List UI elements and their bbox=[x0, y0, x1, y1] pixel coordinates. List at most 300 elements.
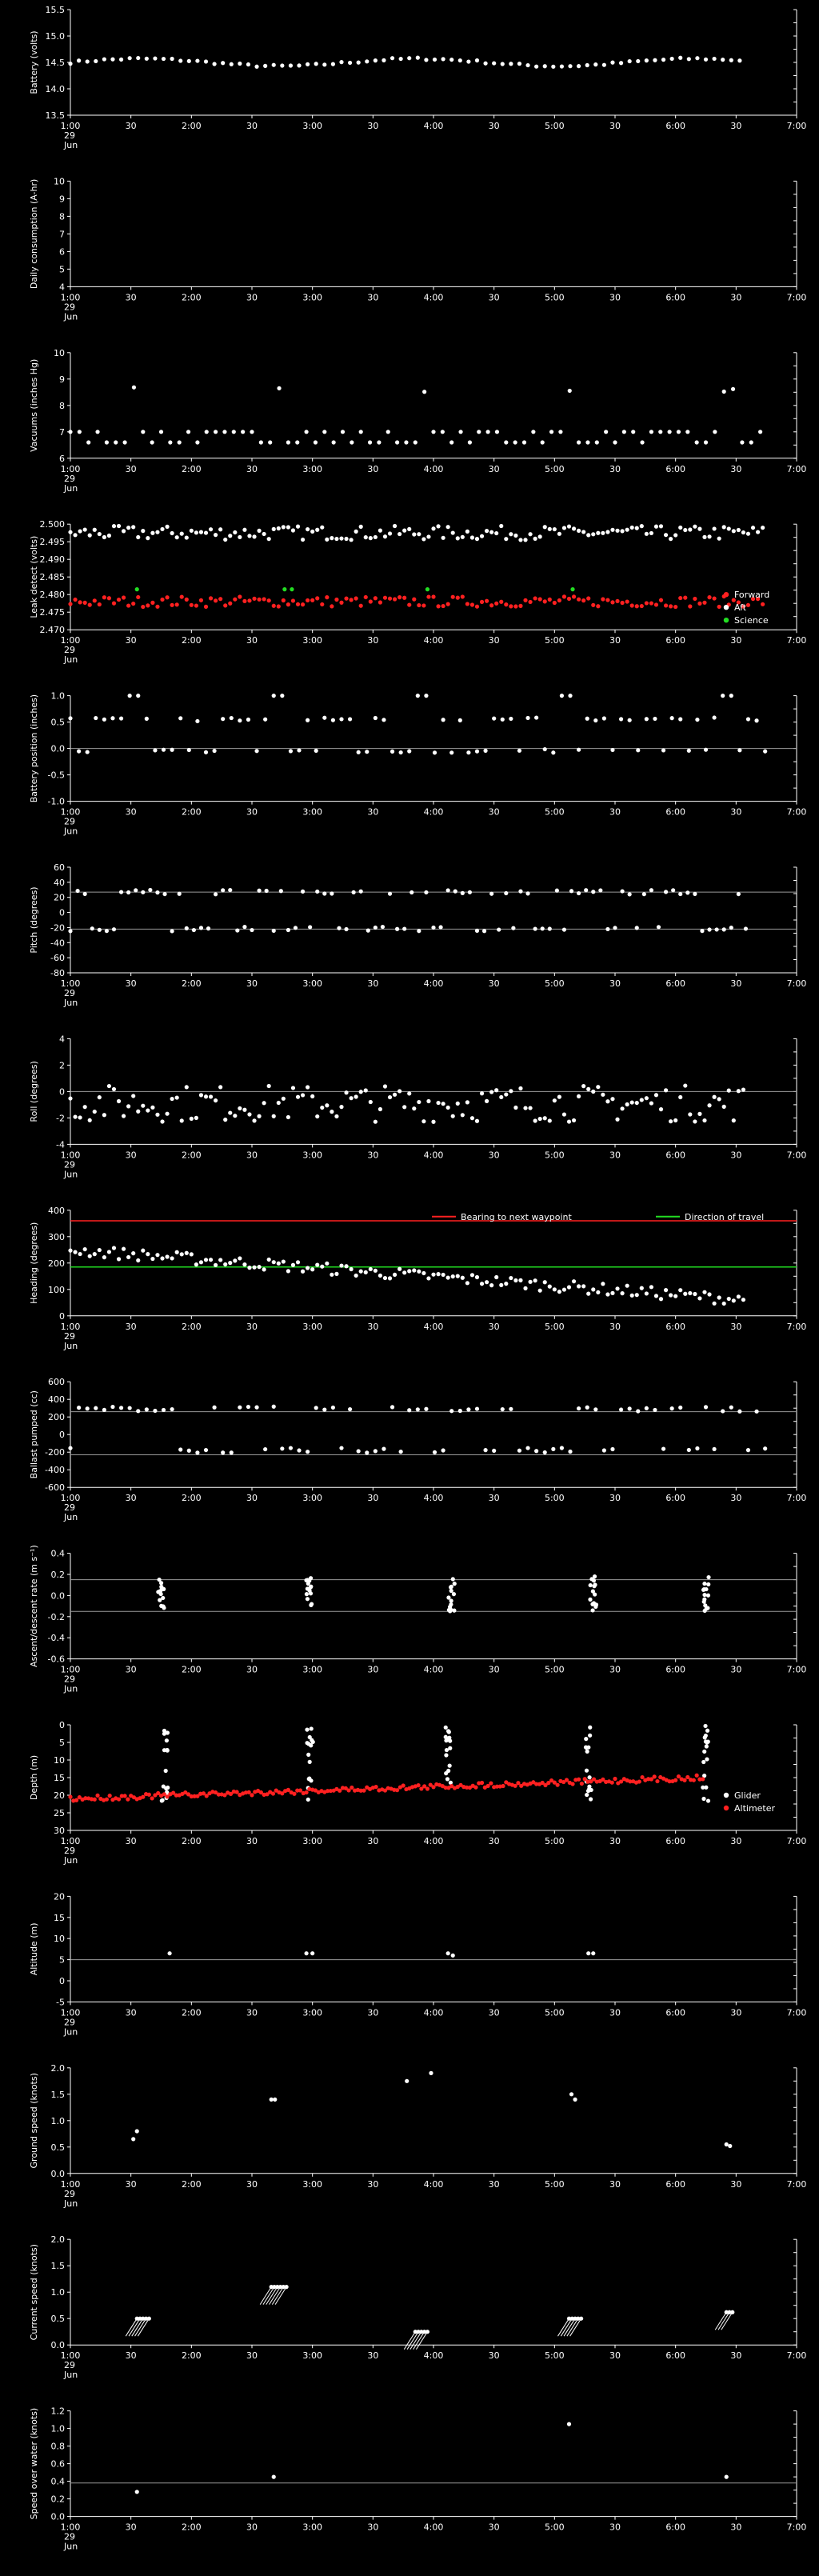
data-point bbox=[572, 1279, 576, 1283]
data-point bbox=[567, 1119, 571, 1123]
data-point bbox=[581, 1084, 585, 1088]
data-point bbox=[704, 440, 708, 444]
x-tick-label: 3:00 bbox=[302, 2178, 323, 2190]
data-point bbox=[117, 598, 121, 602]
data-point bbox=[444, 1771, 448, 1775]
data-point bbox=[228, 534, 232, 538]
data-point bbox=[68, 530, 72, 534]
data-point bbox=[107, 1250, 111, 1254]
data-point bbox=[640, 1286, 644, 1290]
data-point bbox=[475, 1119, 479, 1123]
data-point bbox=[150, 1796, 154, 1800]
data-point bbox=[330, 604, 334, 608]
panel-depth bbox=[29, 1720, 806, 1866]
data-point bbox=[272, 929, 276, 933]
data-point bbox=[534, 715, 538, 719]
data-point bbox=[619, 61, 623, 65]
y-tick-label: 1.5 bbox=[50, 2089, 65, 2100]
data-point bbox=[166, 1749, 170, 1753]
data-point bbox=[601, 1093, 605, 1097]
data-point bbox=[673, 1778, 677, 1782]
y-tick-label: -4 bbox=[56, 1139, 65, 1150]
data-point bbox=[107, 534, 111, 538]
x-tick-label: 5:00 bbox=[544, 1321, 565, 1332]
current-vector bbox=[416, 2332, 427, 2350]
data-point bbox=[602, 63, 606, 67]
data-point bbox=[175, 602, 179, 606]
data-point bbox=[223, 1118, 227, 1122]
y-axis-label: Ballast pumped (cc) bbox=[29, 1390, 39, 1479]
data-point bbox=[407, 1408, 411, 1412]
x-tick-label: 30 bbox=[488, 1493, 500, 1504]
data-point bbox=[280, 694, 284, 698]
data-point bbox=[117, 1099, 121, 1103]
x-tick-label: 5:00 bbox=[544, 978, 565, 989]
data-point bbox=[296, 1260, 300, 1264]
data-point bbox=[209, 527, 213, 531]
y-tick-label: 14.5 bbox=[45, 58, 65, 68]
x-tick-label: 2:00 bbox=[181, 2522, 202, 2533]
data-point bbox=[416, 56, 420, 60]
data-point bbox=[538, 1289, 542, 1293]
data-point bbox=[470, 1116, 474, 1120]
data-point bbox=[543, 1280, 547, 1284]
data-point bbox=[310, 1094, 314, 1098]
data-point bbox=[364, 1270, 368, 1274]
x-date-month: Jun bbox=[64, 826, 78, 837]
data-point bbox=[306, 62, 310, 66]
data-point bbox=[162, 892, 166, 896]
data-point bbox=[161, 1798, 165, 1802]
data-point bbox=[605, 927, 609, 931]
data-point bbox=[436, 524, 440, 528]
data-point bbox=[697, 1296, 701, 1300]
x-tick-label: 30 bbox=[609, 463, 621, 474]
data-point bbox=[306, 1450, 310, 1454]
data-point bbox=[286, 602, 290, 606]
data-point bbox=[715, 927, 719, 931]
data-point bbox=[102, 718, 106, 722]
x-date-month: Jun bbox=[64, 140, 78, 150]
x-tick-label: 30 bbox=[730, 2007, 742, 2018]
y-tick-label: 9 bbox=[59, 374, 65, 385]
data-point bbox=[145, 57, 149, 61]
data-point bbox=[398, 595, 402, 599]
data-point bbox=[297, 1448, 301, 1452]
data-point bbox=[73, 1250, 77, 1254]
data-point bbox=[456, 596, 460, 600]
y-tick-label: 10 bbox=[54, 1755, 65, 1766]
data-point bbox=[701, 1786, 705, 1790]
x-tick-label: 30 bbox=[730, 292, 742, 303]
data-point bbox=[214, 1263, 218, 1267]
data-point bbox=[659, 598, 663, 602]
data-point bbox=[628, 1406, 632, 1410]
data-point bbox=[272, 1260, 276, 1264]
x-tick-label: 2:00 bbox=[181, 1836, 202, 1846]
data-point bbox=[517, 749, 521, 753]
data-point bbox=[489, 603, 493, 607]
data-point bbox=[431, 926, 435, 930]
data-point bbox=[543, 747, 547, 751]
x-tick-label: 7:00 bbox=[786, 978, 807, 989]
data-point bbox=[119, 58, 123, 62]
y-axis-label: Battery (volts) bbox=[29, 30, 39, 94]
data-point bbox=[731, 387, 735, 391]
data-point bbox=[489, 1781, 493, 1785]
data-point bbox=[585, 1793, 589, 1797]
data-point bbox=[492, 1449, 496, 1453]
data-point bbox=[190, 1252, 194, 1256]
data-point bbox=[533, 1278, 537, 1282]
x-tick-label: 30 bbox=[367, 806, 379, 818]
data-point bbox=[233, 598, 237, 602]
data-point bbox=[729, 694, 733, 698]
data-point bbox=[458, 430, 462, 434]
data-point bbox=[254, 65, 258, 69]
y-tick-label: 0 bbox=[59, 1310, 65, 1322]
data-point bbox=[591, 532, 595, 536]
data-point bbox=[301, 602, 305, 606]
data-point bbox=[613, 1777, 617, 1781]
data-point bbox=[119, 1406, 123, 1410]
x-tick-label: 7:00 bbox=[786, 121, 807, 131]
data-point bbox=[398, 532, 402, 536]
data-point bbox=[309, 1778, 313, 1782]
data-point bbox=[221, 61, 225, 65]
data-point bbox=[339, 717, 343, 721]
data-point bbox=[528, 1106, 532, 1110]
data-point bbox=[354, 1094, 358, 1098]
panel-roll bbox=[29, 1034, 806, 1179]
current-vector bbox=[557, 2318, 569, 2336]
x-tick-label: 2:00 bbox=[181, 2350, 202, 2362]
panel-groundspeed bbox=[29, 2063, 806, 2209]
data-point bbox=[77, 749, 81, 753]
data-point bbox=[365, 59, 369, 63]
data-point bbox=[619, 717, 623, 721]
x-date-month: Jun bbox=[64, 2541, 78, 2552]
data-point bbox=[452, 1592, 456, 1596]
x-tick-label: 1:00 bbox=[60, 2522, 81, 2533]
data-point bbox=[475, 929, 479, 933]
y-axis-label: Altitude (m) bbox=[29, 1922, 39, 1976]
x-date-month: Jun bbox=[64, 1169, 78, 1180]
data-point bbox=[119, 890, 123, 894]
data-point bbox=[306, 1798, 310, 1802]
data-point bbox=[591, 890, 595, 894]
data-point bbox=[349, 598, 353, 602]
x-tick-label: 2:00 bbox=[181, 1664, 202, 1675]
data-point bbox=[636, 59, 640, 63]
data-point bbox=[533, 537, 537, 541]
data-point bbox=[567, 524, 571, 528]
data-point bbox=[199, 530, 203, 534]
data-point bbox=[108, 1794, 112, 1798]
data-point bbox=[148, 888, 152, 892]
data-point bbox=[407, 1269, 411, 1273]
data-point bbox=[722, 1302, 726, 1306]
data-point bbox=[160, 1119, 164, 1123]
data-point bbox=[585, 1406, 589, 1410]
data-point bbox=[475, 750, 479, 754]
data-point bbox=[388, 892, 392, 896]
data-point bbox=[659, 524, 663, 528]
data-point bbox=[369, 1100, 373, 1104]
data-point bbox=[383, 534, 387, 538]
data-point bbox=[374, 1120, 378, 1124]
y-tick-label: 8 bbox=[59, 400, 65, 411]
x-tick-label: 30 bbox=[246, 1150, 258, 1161]
data-point bbox=[402, 1783, 406, 1787]
data-point bbox=[509, 1407, 513, 1411]
data-point bbox=[610, 1291, 614, 1295]
x-tick-label: 6:00 bbox=[665, 1150, 686, 1161]
data-point bbox=[538, 1117, 542, 1121]
data-point bbox=[170, 1097, 174, 1101]
y-tick-label: 0.0 bbox=[50, 1590, 65, 1602]
x-tick-label: 30 bbox=[246, 1321, 258, 1332]
data-point bbox=[77, 1406, 81, 1410]
data-point bbox=[365, 750, 369, 754]
x-tick-label: 1:00 bbox=[60, 1321, 81, 1332]
data-point bbox=[346, 1788, 350, 1792]
data-point bbox=[315, 1114, 319, 1118]
data-point bbox=[117, 1257, 121, 1261]
data-point bbox=[357, 61, 361, 65]
data-point bbox=[640, 524, 644, 528]
x-tick-label: 6:00 bbox=[665, 1321, 686, 1332]
data-point bbox=[678, 717, 682, 721]
data-point bbox=[242, 1262, 246, 1266]
data-point bbox=[688, 1291, 692, 1295]
y-tick-label: 2.480 bbox=[39, 590, 65, 601]
data-point bbox=[446, 1106, 450, 1110]
data-point bbox=[630, 603, 634, 607]
y-tick-label: 300 bbox=[48, 1231, 65, 1242]
data-point bbox=[180, 594, 184, 598]
data-point bbox=[712, 596, 716, 600]
data-point bbox=[320, 602, 324, 606]
data-point bbox=[683, 1292, 687, 1296]
data-point bbox=[678, 1406, 682, 1410]
x-tick-label: 30 bbox=[246, 2178, 258, 2190]
data-point bbox=[291, 598, 295, 602]
y-tick-label: 0.2 bbox=[50, 2494, 65, 2505]
data-point bbox=[309, 1576, 313, 1580]
data-point bbox=[204, 1094, 208, 1098]
data-point bbox=[596, 1290, 600, 1294]
y-tick-label: 0 bbox=[59, 1086, 65, 1098]
y-tick-label: 0.4 bbox=[50, 2476, 65, 2487]
data-point bbox=[238, 535, 242, 539]
current-vector bbox=[413, 2332, 425, 2350]
data-point bbox=[267, 537, 271, 541]
data-point bbox=[393, 524, 397, 528]
data-point bbox=[581, 598, 585, 602]
data-point bbox=[135, 2490, 139, 2494]
data-point bbox=[359, 890, 363, 894]
y-tick-label: 0.0 bbox=[50, 743, 65, 754]
data-point bbox=[221, 717, 225, 721]
panel-sow bbox=[29, 2406, 806, 2552]
data-point bbox=[661, 58, 665, 62]
data-point bbox=[538, 534, 542, 538]
x-tick-label: 30 bbox=[125, 292, 137, 303]
x-tick-label: 6:00 bbox=[665, 2350, 686, 2362]
data-point bbox=[522, 440, 526, 444]
data-point bbox=[257, 1265, 261, 1269]
x-tick-label: 4:00 bbox=[423, 121, 444, 131]
data-point bbox=[659, 1107, 663, 1111]
data-point bbox=[678, 892, 682, 896]
data-point bbox=[523, 1106, 527, 1110]
data-point bbox=[242, 925, 246, 929]
data-point bbox=[252, 597, 256, 601]
data-point bbox=[560, 1446, 564, 1450]
data-point bbox=[589, 1583, 593, 1587]
legend-swatch bbox=[724, 605, 729, 610]
data-point bbox=[570, 587, 574, 591]
x-tick-label: 1:00 bbox=[60, 2007, 81, 2018]
x-tick-label: 7:00 bbox=[786, 1493, 807, 1504]
data-point bbox=[587, 1775, 591, 1779]
data-point bbox=[218, 597, 222, 601]
data-point bbox=[453, 1582, 457, 1586]
data-point bbox=[214, 430, 218, 434]
y-tick-label: 0.4 bbox=[50, 1548, 65, 1559]
data-point bbox=[485, 599, 489, 603]
data-point bbox=[732, 529, 736, 533]
data-point bbox=[555, 889, 559, 893]
data-point bbox=[456, 536, 460, 540]
data-point bbox=[107, 1084, 111, 1088]
data-point bbox=[620, 1106, 624, 1110]
data-point bbox=[591, 1287, 595, 1291]
data-point bbox=[136, 595, 140, 599]
data-point bbox=[441, 57, 445, 61]
data-point bbox=[424, 1407, 428, 1411]
x-tick-label: 5:00 bbox=[544, 1664, 565, 1675]
x-tick-label: 3:00 bbox=[302, 292, 323, 303]
x-tick-label: 30 bbox=[488, 2007, 500, 2018]
x-tick-label: 30 bbox=[367, 1150, 379, 1161]
legend-swatch bbox=[724, 618, 729, 622]
data-point bbox=[513, 1784, 517, 1788]
x-tick-label: 30 bbox=[246, 806, 258, 818]
data-point bbox=[134, 888, 138, 892]
data-point bbox=[135, 587, 139, 591]
data-point bbox=[126, 1104, 130, 1108]
data-point bbox=[383, 1276, 387, 1280]
x-date-day: 29 bbox=[64, 2360, 75, 2371]
data-point bbox=[441, 1448, 445, 1452]
y-tick-label: 0.8 bbox=[50, 2441, 65, 2452]
data-point bbox=[625, 528, 629, 532]
x-tick-label: 30 bbox=[488, 463, 500, 474]
data-point bbox=[126, 526, 130, 530]
data-point bbox=[702, 1600, 706, 1604]
data-point bbox=[517, 1449, 521, 1453]
data-point bbox=[93, 1798, 97, 1802]
y-axis-label: Depth (m) bbox=[29, 1754, 39, 1801]
data-point bbox=[560, 694, 564, 698]
x-tick-label: 30 bbox=[730, 2350, 742, 2362]
data-point bbox=[504, 1092, 508, 1096]
data-point bbox=[654, 1093, 658, 1097]
x-tick-label: 30 bbox=[609, 1321, 621, 1332]
data-point bbox=[477, 430, 481, 434]
data-point bbox=[436, 1101, 440, 1105]
x-tick-label: 30 bbox=[488, 2522, 500, 2533]
data-point bbox=[209, 596, 213, 600]
data-point bbox=[573, 2098, 577, 2102]
data-point bbox=[489, 1090, 493, 1094]
data-point bbox=[282, 525, 286, 529]
data-point bbox=[162, 57, 166, 61]
x-tick-label: 4:00 bbox=[423, 1321, 444, 1332]
data-point bbox=[417, 1100, 421, 1104]
y-tick-label: 60 bbox=[54, 862, 65, 873]
data-point bbox=[272, 527, 276, 531]
data-point bbox=[131, 2137, 135, 2141]
x-tick-label: 30 bbox=[367, 1493, 379, 1504]
y-axis-label: Ground speed (knots) bbox=[29, 2073, 39, 2169]
x-tick-label: 30 bbox=[246, 2350, 258, 2362]
x-tick-label: 4:00 bbox=[423, 2522, 444, 2533]
data-point bbox=[610, 1447, 614, 1451]
data-point bbox=[68, 1446, 72, 1450]
data-point bbox=[398, 1089, 402, 1093]
data-point bbox=[705, 1757, 709, 1761]
data-point bbox=[598, 888, 602, 892]
data-point bbox=[305, 1951, 309, 1955]
data-point bbox=[702, 601, 706, 605]
data-point bbox=[374, 596, 378, 600]
data-point bbox=[610, 528, 614, 532]
data-point bbox=[528, 532, 532, 536]
data-point bbox=[640, 440, 644, 444]
data-point bbox=[315, 1262, 319, 1266]
data-point bbox=[123, 1794, 127, 1798]
data-point bbox=[444, 1738, 448, 1742]
data-point bbox=[306, 1266, 310, 1270]
x-tick-label: 30 bbox=[125, 635, 137, 646]
data-point bbox=[105, 440, 109, 444]
data-point bbox=[246, 62, 250, 66]
data-point bbox=[339, 60, 343, 64]
data-point bbox=[341, 430, 345, 434]
data-point bbox=[309, 1603, 313, 1607]
data-point bbox=[596, 1085, 600, 1089]
data-point bbox=[669, 1293, 673, 1297]
data-point bbox=[615, 529, 619, 533]
data-point bbox=[68, 602, 72, 606]
x-tick-label: 4:00 bbox=[423, 1493, 444, 1504]
y-tick-label: 1.5 bbox=[50, 2261, 65, 2272]
data-point bbox=[166, 1786, 170, 1790]
x-tick-label: 7:00 bbox=[786, 463, 807, 474]
data-point bbox=[119, 716, 123, 720]
data-point bbox=[289, 749, 293, 753]
x-date-day: 29 bbox=[64, 645, 75, 656]
data-point bbox=[661, 1446, 665, 1450]
data-point bbox=[763, 1446, 767, 1450]
data-point bbox=[645, 1291, 649, 1295]
x-tick-label: 30 bbox=[125, 1493, 137, 1504]
data-point bbox=[77, 58, 81, 62]
data-point bbox=[685, 890, 689, 894]
